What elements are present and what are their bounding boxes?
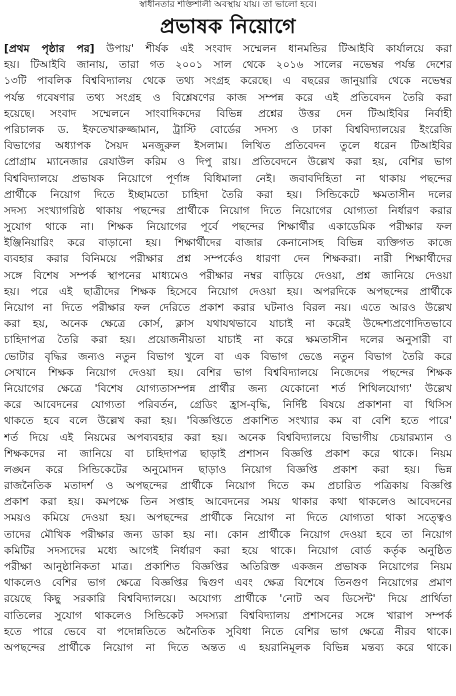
body-line: ইঞ্জিনিয়ারিং করে বাড়ানো হয়। শিক্ষার্থীদের বাজার কেনানোসহ বিভিন্ন ব্যক্তিগত কাজে xyxy=(4,237,452,250)
body-line: রয়েছে কিছু সরকারি বিশ্ববিদ্যালয়ে। অযোগ্য প্রার্থীকে 'নোট অব ডিসেন্ট' দিয়ে প্রার্থিতা xyxy=(4,593,452,606)
body-line: থাকলেও বেশির ভাগ ক্ষেত্রে বিজ্ঞপ্তির দ্বিগুণ এবং ক্ষেত্র বিশেষে তিনগুণ নিয়োগের প্রমাণ xyxy=(4,577,452,590)
body-line: অপছন্দের প্রার্থীকে নিয়োগ না দিতে অন্তত এ হয়রানিমূলক বিভিন্ন মন্তব্য করে থাকে। xyxy=(4,641,452,654)
body-line: হয়েছে। সংবাদ সম্মেলনে সাংবাদিকদের বিভিন্ন প্রশ্নের উত্তর দেন টিআইবির নির্বাহী xyxy=(4,107,452,120)
body-line: সদস্য সংখ্যাগরিষ্ঠ থাকায় পছন্দের প্রার্থীকে নিয়োগ দিতে নিয়োগের যোগ্যতা নির্ধারণ করার xyxy=(4,204,452,217)
body-line: চাহিদাপত্র তৈরি করা হয়। প্রয়োজনীয়তা যাচাই না করে ক্ষমতাসীন দলের অনুসারী বা xyxy=(4,334,452,347)
body-line xyxy=(4,41,452,57)
body-line: হয়। টিআইবি জানায়, তারা গত ২০০১ সাল থেকে ২০১৬ সালের নভেম্বর পর্যন্ত দেশের xyxy=(4,59,452,72)
body-line: পর্যন্ত গবেষণার তথ্য সংগ্রহ ও বিশ্লেষণের কাজ সম্পন্ন করে এই প্রতিবেদন তৈরি করা xyxy=(4,91,452,104)
body-line: সঙ্গে বিশেষ সম্পর্ক স্থাপনের মাধ্যমেও পরীক্ষার নম্বর বাড়িয়ে দেওয়া, প্রশ্ন জানিয়ে দেওয়া xyxy=(4,269,452,282)
body-line: সময়ও কমিয়ে দেওয়া হয়। অপছন্দের প্রার্থীকে নিয়োগ না দিতে যোগ্যতা থাকা সত্ত্বেও xyxy=(4,512,452,525)
body-line: নিয়োগের ক্ষেত্রে 'বিশেষ যোগ্যতাসম্পন্ন প্রার্থীর জন্য যেকোনো শর্ত শিথিলযোগ্য' উল্লেখ xyxy=(4,382,452,395)
continuation-label: [প্রথম পৃষ্ঠার পর] xyxy=(4,43,95,55)
body-line: রাজনৈতিক মতাদর্শ ও অপছন্দের প্রার্থীকে নিয়োগ দিতে কম প্রচারিত পত্রিকায় বিজ্ঞপ্তি xyxy=(4,480,452,493)
body-line: করা হয়, অনেক ক্ষেত্রে কোর্স, ক্লাস যথাযথভাবে যাচাই না করেই উদ্দেশ্যপ্রণোদিতভাবে xyxy=(4,318,452,331)
body-line-text: উপায়' শীর্ষক এই সংবাদ সম্মেলন ধানমন্ডির টিআইবি কার্যালয়ে করা xyxy=(94,43,452,55)
previous-article-tail: স্বাধীনতার শক্তিশালী অবস্থায় যায়। তা ভালো হবে। xyxy=(139,0,317,10)
body-line: হয়। পরে এই ছাত্রীদের শিক্ষক হিসেবে নিয়োগ দেওয়া হয়। অপরদিকে অপছন্দের প্রার্থীকে xyxy=(4,285,452,298)
body-line: পরিচালক ড. ইফতেখারুজ্জামান, ট্রাস্টি বোর্ডের সদস্য ও ঢাকা বিশ্ববিদ্যালয়ের ইংরেজি xyxy=(4,123,452,136)
body-line: থাকতে হবে বলে উল্লেখ করা হয়। 'বিজ্ঞপ্তিতে প্রকাশিত সংখ্যার কম বা বেশি হতে পারে' xyxy=(4,415,452,428)
body-line: সেখানে শিক্ষক নিয়োগ দেওয়া হয়। বেশির ভাগ বিশ্ববিদ্যালয়ে নিজেদের পছন্দের শিক্ষক xyxy=(4,366,452,379)
body-line: নিয়োগ না দিতে পরীক্ষার ফল দেরিতে প্রকাশ করার ঘটনাও বিরল নয়। এতে আরও উল্লেখ xyxy=(4,302,452,314)
body-line: বিশ্ববিদ্যালয়ে প্রভাষক নিয়োগে পূর্ণাঙ্গ বিধিমালা নেই। জবাবদিহিতা না থাকায় পছন্দের xyxy=(4,172,452,185)
body-line: হতে পারে ভেবে বা পদোন্নতিতে অনৈতিক সুবিধা নিতে বেশির ভাগ ক্ষেত্রে নীরব থাকে। xyxy=(4,625,452,638)
body-line: করে আবেদনের যোগ্যতা পরিবর্তন, গ্রেডিং হ্রাস-বৃদ্ধি, নির্দিষ্ট বিষয়ে প্রকাশনা বা থিসিস xyxy=(4,399,452,412)
body-line: ভোটার বৃদ্ধির জন্যও নতুন বিভাগ খুলে বা এক বিভাগ ভেঙে নতুন বিভাগ তৈরি করে xyxy=(4,350,452,363)
body-line: প্রার্থীকে নিয়োগ দিতে ইচ্ছামতো চাহিদা তৈরি করা হয়। সিন্ডিকেটে ক্ষমতাসীন দলের xyxy=(4,188,452,201)
body-line: প্রকাশ করা হয়। কমপক্ষে তিন সপ্তাহ আবেদনের সময় থাকার কথা থাকলেও আবেদনের xyxy=(4,496,452,509)
body-line: সুযোগ থাকে না। শিক্ষক নিয়োগের পূর্বে পছন্দের শিক্ষার্থীর একাডেমিক পরীক্ষার ফল xyxy=(4,221,452,234)
body-line: শিক্ষকদের না জানিয়ে বা চাহিদাপত্র ছাড়াই প্রশাসন বিজ্ঞপ্তি প্রকাশ করে থাকে। নিয়ম xyxy=(4,447,452,460)
body-line: কমিটির সদস্যদের মধ্যে আগেই নির্ধারণ করা হয়ে থাকে। নিয়োগ বোর্ড কর্তৃক অনুষ্ঠিত xyxy=(4,544,452,557)
body-line: তাদের মৌখিক পরীক্ষার জন্য ডাকা হয় না। কোন প্রার্থীকে নিয়োগ দেওয়া হবে তা নিয়োগ xyxy=(4,528,452,541)
body-line: প্রোগ্রাম ম্যানেজার রেযাউল করিম ও দিপু রায়। প্রতিবেদনে উল্লেখ করা হয়, বেশির ভাগ xyxy=(4,156,452,169)
article-body xyxy=(4,41,452,656)
body-line: পরীক্ষা আনুষ্ঠানিকতা মাত্র। প্রকাশিত বিজ্ঞপ্তির অতিরিক্ত একজন প্রভাষক নিয়োগের নিয়ম xyxy=(4,561,452,573)
body-line: ব্যবহার করার বিনিময়ে পরীক্ষার প্রশ্ন সম্পর্কেও ধারণা দেন শিক্ষকরা। নারী শিক্ষার্থীদের xyxy=(4,253,452,266)
body-line: শর্ত দিয়ে এই নিয়মের অপব্যবহার করা হয়। অনেক বিশ্ববিদ্যালয়ে বিভাগীয় চেয়ারম্যান ও xyxy=(4,431,452,444)
body-line: ১৩টি পাবলিক বিশ্ববিদ্যালয় থেকে তথ্য সংগ্রহ করেছে। এ বছরের জানুয়ারি থেকে নভেম্বর xyxy=(4,75,452,88)
body-line: বাতিলের সুযোগ থাকলেও সিন্ডিকেট সদস্যরা বিশ্ববিদ্যালয় প্রশাসনের সঙ্গে খারাপ সম্পর্ক xyxy=(4,609,452,622)
body-line: বিভাগের অধ্যাপক সৈয়দ মনজুরুল ইসলাম। লিখিত প্রতিবেদন তুলে ধরেন টিআইবির xyxy=(4,140,452,153)
article-headline: প্রভাষক নিয়োগে xyxy=(159,14,297,38)
body-line: লঙ্ঘন করে সিন্ডিকেটের অনুমোদন ছাড়াও নিয়োগ বিজ্ঞপ্তি প্রকাশ করা হয়। ভিন্ন xyxy=(4,463,452,476)
